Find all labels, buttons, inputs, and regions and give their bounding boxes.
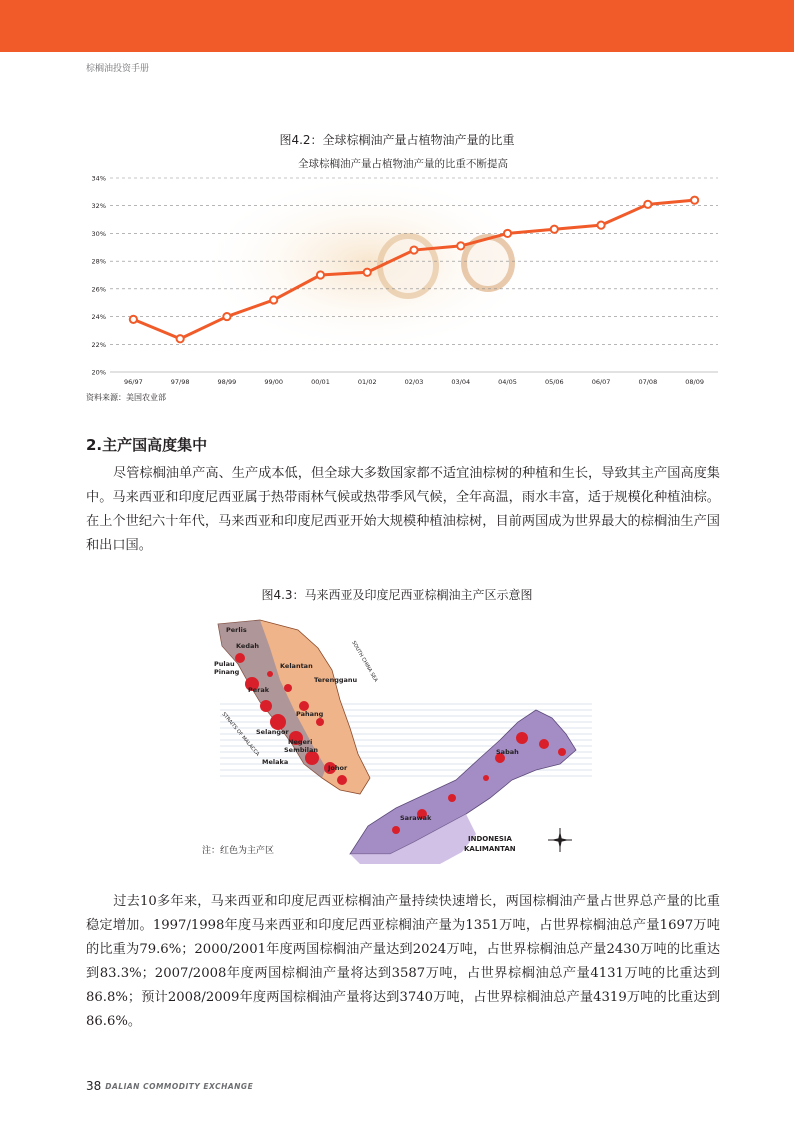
label-johor: Johor xyxy=(328,764,348,772)
y-tick-label: 32% xyxy=(91,202,106,211)
x-axis xyxy=(124,378,704,386)
label-kedah: Kedah xyxy=(236,642,259,650)
x-tick-label: 06/07 xyxy=(591,378,611,386)
label-negeri: Negeri xyxy=(288,738,313,746)
y-tick-label: 34% xyxy=(91,174,106,183)
label-sembilan: Sembilan xyxy=(284,746,318,754)
data-point xyxy=(644,201,651,208)
x-tick-label: 04/05 xyxy=(498,378,517,386)
data-point xyxy=(317,271,324,278)
malaysia-indonesia-map xyxy=(200,618,592,864)
label-pinang: Pinang xyxy=(214,668,240,676)
compass-rose-icon xyxy=(548,828,572,852)
label-south-china-sea: SOUTH CHINA SEA xyxy=(350,640,379,684)
data-point xyxy=(410,246,417,253)
section-2-paragraph-text: 尽管棕榈油单产高、生产成本低，但全球大多数国家都不适宜油棕树的种植和生长，导致其主产国高度集中。马来西亚和印度尼西亚属于热带雨林气候或热带季风气候，全年高温，雨水丰富，适于规模化种植油棕。在上个世纪六十年代，马来西亚和印度尼西亚开始大规模种植油棕树，目前两国成为世界最大的棕榈油生产国和出口国。 xyxy=(86,466,720,553)
x-tick-label: 02/03 xyxy=(404,378,424,386)
data-point xyxy=(551,226,558,233)
label-perlis: Perlis xyxy=(226,626,247,634)
data-point xyxy=(130,316,137,323)
x-tick-label: 99/00 xyxy=(264,378,284,386)
figure-4-2-caption: 图4.2：全球棕榈油产量占植物油产量的比重 xyxy=(279,133,515,147)
x-tick-label: 07/08 xyxy=(638,378,658,386)
y-tick-label: 26% xyxy=(91,285,106,294)
x-tick-label: 96/97 xyxy=(124,378,143,386)
label-terengganu: Terengganu xyxy=(314,676,358,684)
figure-4-3-caption: 图4.3：马来西亚及印度尼西亚棕榈油主产区示意图 xyxy=(261,588,533,602)
data-point xyxy=(270,296,277,303)
footer-brand: DALIAN COMMODITY EXCHANGE xyxy=(105,1082,254,1091)
y-tick-label: 28% xyxy=(91,257,106,266)
data-point xyxy=(223,313,230,320)
chart-title: 全球棕榈油产量占植物油产量的比重不断提高 xyxy=(298,158,508,170)
data-point xyxy=(457,242,464,249)
y-tick-label: 20% xyxy=(91,368,106,377)
section-2-paragraph xyxy=(86,462,720,558)
figure-4-2-source: 资料来源：美国农业部 xyxy=(86,393,166,402)
section-3-paragraph-text: 过去10多年来，马来西亚和印度尼西亚棕榈油产量持续快速增长，两国棕榈油产量占世界总产量的比重稳定增加。1997/1998年度马来西亚和印度尼西亚棕榈油产量为1351万吨，占世界棕榈油总产量1697万吨的比重为79.6%；2000/2001年度两国棕榈油产量达到2024万吨，占世界棕榈油总产量2430万吨的比重达到83.3%；2007/2008年度两国棕榈油产量将达到3587万吨，占世界棕榈油总产量4131万吨的比重达到86.8%；预计2008/2009年度两国棕榈油产量将达到3740万吨，占世界棕榈油总产量4319万吨的比重达到86.6%。 xyxy=(86,894,720,1029)
x-tick-label: 01/02 xyxy=(357,378,377,386)
label-indonesia: INDONESIA xyxy=(468,835,512,843)
x-tick-label: 05/06 xyxy=(544,378,564,386)
label-straits: STRAITS OF MALACCA xyxy=(220,711,261,758)
top-banner xyxy=(0,0,794,52)
figure-4-3-note: 注：红色为主产区 xyxy=(202,846,275,856)
data-point xyxy=(504,230,511,237)
data-point xyxy=(177,335,184,342)
y-tick-label: 22% xyxy=(91,340,106,349)
section-2-title: 2.主产国高度集中 xyxy=(86,436,208,454)
x-tick-label: 08/09 xyxy=(685,378,704,386)
palm-oil-share-chart xyxy=(78,158,728,408)
label-perak: Perak xyxy=(248,686,270,694)
label-sarawak: Sarawak xyxy=(400,814,432,822)
page-number: 38 xyxy=(86,1079,102,1093)
data-point xyxy=(597,222,604,229)
y-tick-label: 24% xyxy=(91,313,106,322)
page-footer xyxy=(86,1079,253,1093)
x-tick-label: 00/01 xyxy=(311,378,330,386)
x-tick-label: 98/99 xyxy=(217,378,237,386)
x-tick-label: 03/04 xyxy=(451,378,471,386)
data-point xyxy=(691,197,698,204)
y-tick-label: 30% xyxy=(91,229,106,238)
header-title: 棕榈油投资手册 xyxy=(86,64,150,74)
label-kelantan: Kelantan xyxy=(280,662,313,670)
section-3-paragraph xyxy=(86,890,720,1034)
label-melaka: Melaka xyxy=(262,758,289,766)
label-pahang: Pahang xyxy=(296,710,324,718)
x-tick-label: 97/98 xyxy=(170,378,190,386)
chart-background-art xyxy=(198,173,538,353)
label-selangor: Selangor xyxy=(256,728,289,736)
label-pulau: Pulau xyxy=(214,660,235,668)
label-kalimantan: KALIMANTAN xyxy=(464,845,516,853)
data-point xyxy=(364,269,371,276)
label-sabah: Sabah xyxy=(496,748,519,756)
y-axis xyxy=(92,175,106,377)
